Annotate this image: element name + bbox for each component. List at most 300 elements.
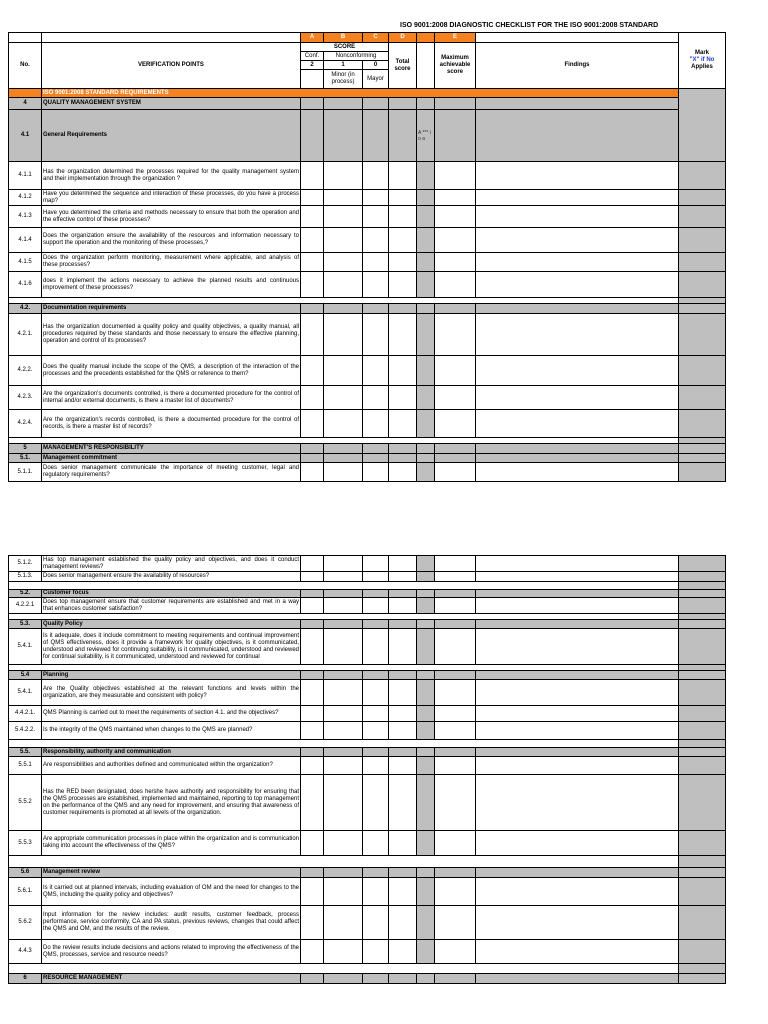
- score-conf-cell[interactable]: [301, 228, 324, 253]
- score-conf-cell[interactable]: [301, 775, 324, 831]
- blank-cell: [417, 162, 435, 190]
- blank-cell: [417, 590, 435, 598]
- max-score-cell: [435, 671, 476, 680]
- item-number: 5.4.1.: [9, 629, 42, 665]
- max-score-cell[interactable]: [435, 253, 476, 272]
- spacer-cell: [417, 856, 435, 868]
- findings-cell[interactable]: [476, 598, 679, 614]
- score-conf-cell[interactable]: [301, 386, 324, 410]
- total-score-cell[interactable]: [389, 386, 417, 410]
- total-score-cell[interactable]: [389, 190, 417, 206]
- item-number: 5.1.3.: [9, 572, 42, 582]
- score-mayor-cell[interactable]: [363, 386, 389, 410]
- score-conf-cell[interactable]: [301, 906, 324, 940]
- blank-cell: [417, 775, 435, 831]
- item-number: 5.1.: [9, 454, 42, 463]
- max-score-cell[interactable]: [435, 775, 476, 831]
- verification-question: Is it adequate, does it include commitment to meeting requirements and continual improvement of QMS effectiveness, does it provide a framework for quality objectives, is it communicated, understood and reviewed for continuing suitability, is it communicated, understood and reviewed for continual suitability, is it communicated, understood and reviewed for continual: [42, 629, 301, 665]
- total-score-cell[interactable]: [389, 906, 417, 940]
- mark-na-cell: [679, 868, 726, 878]
- item-number: 5.2.: [9, 590, 42, 598]
- score-mayor-cell: [363, 671, 389, 680]
- blank-cell: [417, 722, 435, 740]
- mark-na-cell: [679, 974, 726, 984]
- max-score-cell[interactable]: [435, 386, 476, 410]
- total-score-cell: [389, 590, 417, 598]
- total-score-cell[interactable]: [389, 831, 417, 856]
- mark-na-cell: [679, 748, 726, 757]
- score-mayor-cell[interactable]: [363, 556, 389, 572]
- max-score-cell: [435, 974, 476, 984]
- total-score-cell[interactable]: [389, 228, 417, 253]
- verification-question: Does senior management communicate the importance of meeting customer, legal and regulatory requirements?: [42, 463, 301, 482]
- spacer-cell: [679, 856, 726, 868]
- mark-na-cell[interactable]: [679, 940, 726, 964]
- findings-cell[interactable]: [476, 757, 679, 775]
- spacer-cell: [324, 964, 363, 974]
- item-number: 4.2.2.1: [9, 598, 42, 614]
- blank-cell: [417, 272, 435, 298]
- score-minor-cell[interactable]: [324, 906, 363, 940]
- findings-cell[interactable]: [476, 878, 679, 906]
- score-conf-cell[interactable]: [301, 598, 324, 614]
- score-minor-value: 1: [324, 61, 363, 70]
- mark-na-cell[interactable]: [679, 680, 726, 706]
- table-row: [9, 272, 726, 298]
- score-conf-cell[interactable]: [301, 463, 324, 482]
- score-mayor-cell[interactable]: [363, 831, 389, 856]
- section-row: [9, 454, 726, 463]
- item-number: 5.6.1.: [9, 878, 42, 906]
- item-number: 5.5.2: [9, 775, 42, 831]
- spacer-cell: [476, 582, 679, 590]
- max-score-cell[interactable]: [435, 556, 476, 572]
- total-score-cell[interactable]: [389, 722, 417, 740]
- checklist-table-bottom: [8, 555, 726, 984]
- item-number: 4.1.5: [9, 253, 42, 272]
- score-mayor-cell[interactable]: [363, 680, 389, 706]
- max-score-cell[interactable]: [435, 831, 476, 856]
- score-mayor-value: 0: [363, 61, 389, 70]
- spacer-cell: [324, 856, 363, 868]
- header-blank: [417, 43, 435, 89]
- findings-cell: [476, 304, 679, 314]
- score-conf-cell[interactable]: [301, 680, 324, 706]
- findings-cell[interactable]: [476, 314, 679, 356]
- findings-cell[interactable]: [476, 906, 679, 940]
- score-minor-cell[interactable]: [324, 878, 363, 906]
- spacer-cell: [42, 582, 301, 590]
- item-number: 4.4.2.1.: [9, 706, 42, 722]
- item-number: 5.6: [9, 868, 42, 878]
- findings-cell[interactable]: [476, 463, 679, 482]
- score-conf-cell[interactable]: [301, 162, 324, 190]
- score-minor-cell[interactable]: [324, 410, 363, 438]
- score-minor-cell[interactable]: [324, 314, 363, 356]
- total-score-cell[interactable]: [389, 629, 417, 665]
- mark-na-cell[interactable]: [679, 190, 726, 206]
- table-row: [9, 253, 726, 272]
- max-score-cell: [435, 98, 476, 110]
- findings-cell[interactable]: [476, 572, 679, 582]
- total-score-cell[interactable]: [389, 878, 417, 906]
- score-minor-cell[interactable]: [324, 572, 363, 582]
- score-conf-cell: [301, 98, 324, 110]
- mark-na-cell[interactable]: [679, 162, 726, 190]
- total-score-cell[interactable]: [389, 253, 417, 272]
- score-minor-cell: [324, 974, 363, 984]
- score-conf-cell[interactable]: [301, 190, 324, 206]
- table-row: [9, 162, 726, 190]
- mark-na-cell[interactable]: [679, 356, 726, 386]
- header-conf: Conf.: [301, 52, 324, 61]
- mark-na-cell[interactable]: [679, 572, 726, 582]
- table-row: [9, 190, 726, 206]
- score-mayor-cell[interactable]: [363, 706, 389, 722]
- blank-cell: [417, 572, 435, 582]
- score-conf-cell: [301, 671, 324, 680]
- score-conf-cell[interactable]: [301, 757, 324, 775]
- score-conf-cell[interactable]: [301, 572, 324, 582]
- mark-na-cell[interactable]: [679, 556, 726, 572]
- spacer-cell: [435, 582, 476, 590]
- item-number: 5.4.2.2.: [9, 722, 42, 740]
- score-conf-cell[interactable]: [301, 629, 324, 665]
- score-minor-cell[interactable]: [324, 228, 363, 253]
- spacer-cell: [389, 582, 417, 590]
- spacer-cell: [9, 856, 42, 868]
- total-score-cell[interactable]: [389, 356, 417, 386]
- header-verification-points: VERIFICATION POINTS: [42, 43, 301, 89]
- max-score-cell[interactable]: [435, 906, 476, 940]
- total-score-cell[interactable]: [389, 463, 417, 482]
- table-row: [9, 598, 726, 614]
- score-mayor-cell[interactable]: [363, 314, 389, 356]
- max-score-cell: [435, 444, 476, 454]
- mark-na-cell[interactable]: [679, 386, 726, 410]
- total-score-cell[interactable]: [389, 706, 417, 722]
- score-mayor-cell[interactable]: [363, 906, 389, 940]
- blank-cell: [417, 356, 435, 386]
- spacer-cell: [42, 856, 301, 868]
- max-score-cell[interactable]: [435, 356, 476, 386]
- max-score-cell[interactable]: [435, 878, 476, 906]
- mark-na-cell[interactable]: [679, 878, 726, 906]
- mark-na-cell[interactable]: [679, 272, 726, 298]
- header-blank: [9, 33, 42, 43]
- blank-cell: [417, 906, 435, 940]
- blank-cell: [417, 831, 435, 856]
- score-mayor-cell: [363, 304, 389, 314]
- max-score-cell[interactable]: [435, 206, 476, 228]
- max-score-cell[interactable]: [435, 463, 476, 482]
- score-conf-cell: [301, 868, 324, 878]
- max-score-cell[interactable]: [435, 680, 476, 706]
- max-score-cell[interactable]: [435, 410, 476, 438]
- score-minor-cell[interactable]: [324, 556, 363, 572]
- item-number: 5.5.: [9, 748, 42, 757]
- score-conf-cell[interactable]: [301, 556, 324, 572]
- blank-cell: [417, 304, 435, 314]
- blank-cell: [417, 444, 435, 454]
- score-conf-cell: [301, 620, 324, 629]
- score-mayor-cell[interactable]: [363, 722, 389, 740]
- total-score-cell[interactable]: [389, 940, 417, 964]
- section-title: RESOURCE MANAGEMENT: [42, 974, 301, 984]
- max-score-cell[interactable]: [435, 228, 476, 253]
- mark-na-cell[interactable]: [679, 775, 726, 831]
- mark-applies-label: Applies: [691, 64, 713, 70]
- spacer-cell: [476, 856, 679, 868]
- mark-na-cell[interactable]: [679, 598, 726, 614]
- score-mayor-cell[interactable]: [363, 775, 389, 831]
- total-score-cell[interactable]: [389, 314, 417, 356]
- table-row: [9, 706, 726, 722]
- col-letter-a: A: [301, 33, 324, 43]
- score-minor-cell[interactable]: [324, 463, 363, 482]
- score-minor-cell: [324, 671, 363, 680]
- total-score-cell[interactable]: [389, 410, 417, 438]
- score-conf-cell: [301, 444, 324, 454]
- blank-cell: [417, 556, 435, 572]
- verification-question: Does senior management ensure the availability of resources?: [42, 572, 301, 582]
- table-row: [9, 572, 726, 582]
- item-number: 5.4: [9, 671, 42, 680]
- score-conf-cell[interactable]: [301, 878, 324, 906]
- score-conf-cell[interactable]: [301, 206, 324, 228]
- findings-cell[interactable]: [476, 356, 679, 386]
- score-minor-cell[interactable]: [324, 272, 363, 298]
- max-score-cell[interactable]: [435, 940, 476, 964]
- findings-cell[interactable]: [476, 228, 679, 253]
- total-score-cell[interactable]: [389, 757, 417, 775]
- score-minor-cell[interactable]: [324, 722, 363, 740]
- total-score-cell[interactable]: [389, 598, 417, 614]
- findings-cell[interactable]: [476, 206, 679, 228]
- mark-na-cell[interactable]: [679, 253, 726, 272]
- mark-na-cell[interactable]: [679, 722, 726, 740]
- max-score-cell[interactable]: [435, 190, 476, 206]
- score-conf-cell[interactable]: [301, 356, 324, 386]
- item-number: 4.4.3: [9, 940, 42, 964]
- score-conf-cell: [301, 748, 324, 757]
- section-title: Quality Policy: [42, 620, 301, 629]
- score-conf-cell[interactable]: [301, 410, 324, 438]
- mark-na-cell[interactable]: [679, 906, 726, 940]
- spacer-cell: [435, 964, 476, 974]
- mark-na-cell[interactable]: [679, 706, 726, 722]
- score-minor-cell[interactable]: [324, 162, 363, 190]
- mark-na-cell: [679, 444, 726, 454]
- total-score-cell: [389, 454, 417, 463]
- item-number: 4.1: [9, 110, 42, 162]
- blank-cell: [417, 314, 435, 356]
- verification-question: Are the Quality objectives established at the relevant functions and levels within the organization, are they measurable and consistent with policy?: [42, 680, 301, 706]
- spacer-row: [9, 856, 726, 868]
- total-score-cell[interactable]: [389, 680, 417, 706]
- findings-cell: [476, 620, 679, 629]
- score-mayor-cell[interactable]: [363, 572, 389, 582]
- blank-cell: [417, 386, 435, 410]
- score-minor-cell[interactable]: [324, 831, 363, 856]
- table-row: [9, 831, 726, 856]
- score-minor-cell[interactable]: [324, 356, 363, 386]
- item-number: 5.4.1.: [9, 680, 42, 706]
- score-conf-cell[interactable]: [301, 722, 324, 740]
- item-number: 4.1.1: [9, 162, 42, 190]
- findings-cell[interactable]: [476, 253, 679, 272]
- score-minor-cell[interactable]: [324, 206, 363, 228]
- header-score: SCORE: [301, 43, 389, 52]
- score-mayor-cell: [363, 620, 389, 629]
- max-score-cell[interactable]: [435, 722, 476, 740]
- blank-cell: [417, 620, 435, 629]
- section-row: [9, 868, 726, 878]
- findings-cell[interactable]: [476, 940, 679, 964]
- findings-cell[interactable]: [476, 775, 679, 831]
- mark-na-cell: [679, 304, 726, 314]
- max-score-cell[interactable]: [435, 706, 476, 722]
- score-mayor-cell[interactable]: [363, 228, 389, 253]
- table-row: [9, 680, 726, 706]
- item-number: 5.1.2.: [9, 556, 42, 572]
- findings-cell[interactable]: [476, 386, 679, 410]
- score-mayor-cell[interactable]: [363, 757, 389, 775]
- score-minor-cell[interactable]: [324, 190, 363, 206]
- score-conf-cell[interactable]: [301, 314, 324, 356]
- score-minor-cell: [324, 748, 363, 757]
- score-conf-cell[interactable]: [301, 706, 324, 722]
- item-number: 4.1.4: [9, 228, 42, 253]
- blank-cell: [417, 463, 435, 482]
- score-conf-cell[interactable]: [301, 940, 324, 964]
- findings-cell[interactable]: [476, 190, 679, 206]
- max-score-cell[interactable]: [435, 598, 476, 614]
- max-score-cell[interactable]: [435, 272, 476, 298]
- mark-na-cell[interactable]: [679, 629, 726, 665]
- mark-na-cell[interactable]: [679, 228, 726, 253]
- total-score-cell[interactable]: [389, 272, 417, 298]
- findings-cell[interactable]: [476, 831, 679, 856]
- blank-cell: [417, 228, 435, 253]
- verification-question: Have you determined the sequence and interaction of these processes, do you have a process map?: [43, 190, 299, 204]
- score-minor-cell[interactable]: [324, 940, 363, 964]
- verification-question: Are the organization's documents controlled, is there a documented procedure for the control of internal and/or external documents, is there a master list of documents?: [42, 386, 301, 410]
- total-score-cell[interactable]: [389, 162, 417, 190]
- total-score-cell[interactable]: [389, 206, 417, 228]
- score-mayor-cell[interactable]: [363, 598, 389, 614]
- section-title: Documentation requirements: [42, 304, 301, 314]
- score-mayor-cell[interactable]: [363, 162, 389, 190]
- score-minor-cell[interactable]: [324, 775, 363, 831]
- findings-cell[interactable]: [476, 680, 679, 706]
- score-minor-cell[interactable]: [324, 757, 363, 775]
- blank-cell: [417, 98, 435, 110]
- score-minor-cell: [324, 868, 363, 878]
- score-minor-cell[interactable]: [324, 706, 363, 722]
- spacer-cell: [363, 856, 389, 868]
- findings-cell[interactable]: [476, 272, 679, 298]
- score-mayor-cell[interactable]: [363, 253, 389, 272]
- score-minor-cell[interactable]: [324, 680, 363, 706]
- total-score-cell[interactable]: [389, 572, 417, 582]
- score-mayor-cell[interactable]: [363, 206, 389, 228]
- item-number: 4: [9, 98, 42, 110]
- mark-na-cell[interactable]: [679, 463, 726, 482]
- findings-cell[interactable]: [476, 706, 679, 722]
- col-letter-d: D: [389, 33, 417, 43]
- standard-requirements-band: ISO 9001:2008 STANDARD REQUIREMENTS: [42, 89, 679, 98]
- score-mayor-cell[interactable]: [363, 878, 389, 906]
- section-title: MANAGEMENT'S RESPONSIBILITY: [42, 444, 301, 454]
- verification-question: Is it carried out at planned intervals, including evaluation of OM and the need for changes to the QMS, including the quality policy and objectives?: [42, 878, 301, 906]
- header-total-score: Total score: [389, 43, 417, 89]
- score-conf-cell[interactable]: [301, 831, 324, 856]
- max-score-cell[interactable]: [435, 629, 476, 665]
- score-mayor-cell[interactable]: [363, 629, 389, 665]
- max-score-cell[interactable]: [435, 314, 476, 356]
- findings-cell[interactable]: [476, 556, 679, 572]
- spacer-cell: [417, 964, 435, 974]
- mark-na-cell[interactable]: [679, 410, 726, 438]
- table-row: [9, 410, 726, 438]
- item-number: 5: [9, 444, 42, 454]
- score-mayor-cell[interactable]: [363, 356, 389, 386]
- score-mayor-cell[interactable]: [363, 463, 389, 482]
- mark-na-cell[interactable]: [679, 206, 726, 228]
- item-number: 5.6.2: [9, 906, 42, 940]
- section-title: Management commitment: [42, 454, 301, 463]
- score-conf-cell[interactable]: [301, 253, 324, 272]
- total-score-cell[interactable]: [389, 556, 417, 572]
- score-minor-cell[interactable]: [324, 386, 363, 410]
- max-score-cell[interactable]: [435, 572, 476, 582]
- score-conf-cell[interactable]: [301, 272, 324, 298]
- item-number: 4.2.4.: [9, 410, 42, 438]
- verification-question: Does the organization perform monitoring, measurement where applicable, and analysis of these processes?: [42, 253, 301, 272]
- score-minor-cell[interactable]: [324, 629, 363, 665]
- score-minor-cell[interactable]: [324, 598, 363, 614]
- score-mayor-cell[interactable]: [363, 940, 389, 964]
- mark-header: [679, 33, 726, 89]
- mark-na-cell[interactable]: [679, 757, 726, 775]
- findings-cell[interactable]: [476, 722, 679, 740]
- findings-cell: [476, 671, 679, 680]
- findings-cell[interactable]: [476, 162, 679, 190]
- max-score-cell[interactable]: [435, 757, 476, 775]
- mark-na-cell[interactable]: [679, 831, 726, 856]
- mark-na-cell: [679, 671, 726, 680]
- total-score-cell[interactable]: [389, 775, 417, 831]
- mark-na-cell: [679, 454, 726, 463]
- score-mayor-cell[interactable]: [363, 410, 389, 438]
- spacer-cell: [324, 582, 363, 590]
- findings-cell[interactable]: [476, 410, 679, 438]
- score-mayor-cell[interactable]: [363, 190, 389, 206]
- mark-na-cell[interactable]: [679, 314, 726, 356]
- document-title: ISO 9001:2008 DIAGNOSTIC CHECKLIST FOR THE ISO 9001:2008 STANDARD: [400, 22, 659, 29]
- blank-cell: [417, 190, 435, 206]
- score-mayor-cell[interactable]: [363, 272, 389, 298]
- findings-cell: [476, 444, 679, 454]
- total-score-cell: [389, 748, 417, 757]
- score-minor-cell[interactable]: [324, 253, 363, 272]
- max-score-cell[interactable]: [435, 162, 476, 190]
- findings-cell[interactable]: [476, 629, 679, 665]
- score-mayor-cell: [363, 454, 389, 463]
- max-score-cell: [435, 590, 476, 598]
- findings-cell: [476, 974, 679, 984]
